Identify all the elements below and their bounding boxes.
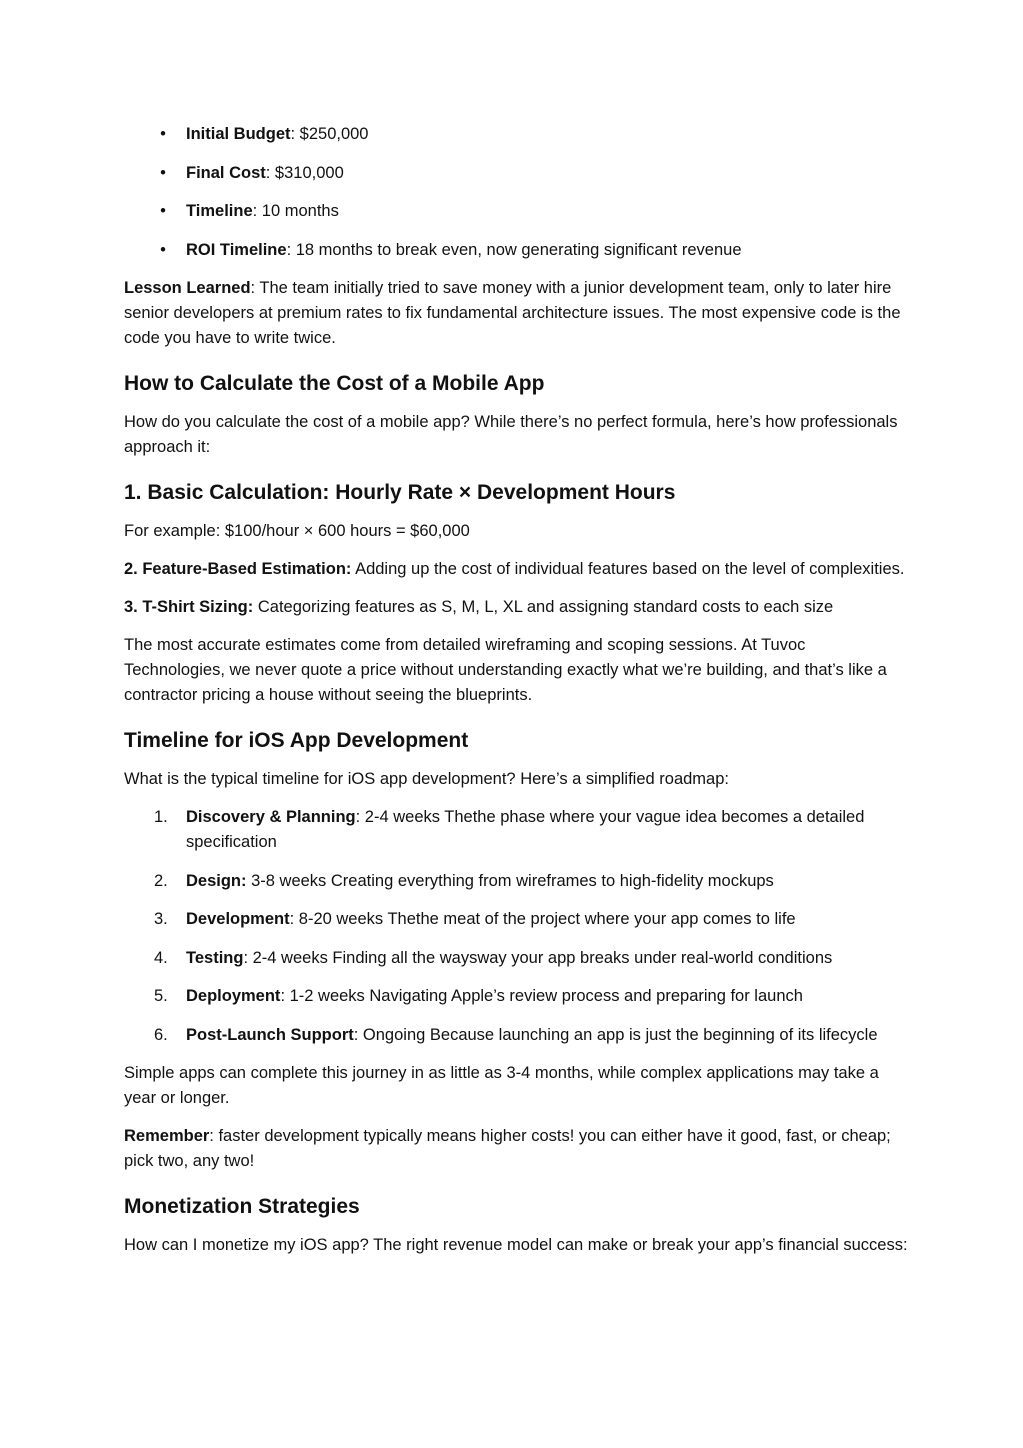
list-item [124,238,909,263]
step-number: 3. [154,910,168,928]
monetization-intro-paragraph: How can I monetize my iOS app? The right revenue model can make or break your app’s financial success: [124,1236,908,1254]
stat-value: : 10 months [252,202,339,220]
list-item [124,907,909,932]
case-study-stats-list [124,122,909,263]
feature-text: Adding up the cost of individual features based on the level of complexities. [351,560,905,578]
stat-value: : $250,000 [290,125,369,143]
step-text: : 2-4 weeks Thethe phase where your vague idea becomes a detailed specification [186,808,865,851]
step-label: Testing [186,948,244,967]
step-label: Post-Launch Support [186,1025,354,1044]
step-text: : 8-20 weeks Thethe meat of the project where your app comes to life [289,910,796,928]
simple-apps-paragraph: Simple apps can complete this journey in as little as 3-4 months, while complex applications may take a year or longer. [124,1064,879,1107]
step-label: Design: [186,871,247,890]
list-item [124,805,909,855]
list-item [124,869,909,894]
bullet-icon: • [160,202,166,220]
step-label: Development [186,910,290,928]
bullet-icon: • [160,240,166,259]
timeline-intro-paragraph: What is the typical timeline for iOS app development? Here’s a simplified roadmap: [124,770,729,788]
step-number: 2. [154,871,168,890]
timeline-section-heading: Timeline for iOS App Development [124,729,469,752]
remember-paragraph [124,1124,909,1174]
step-number: 5. [154,987,168,1005]
remember-text: : faster development typically means higher costs! you can either have it good, fast, or cheap; pick two, any two! [124,1127,891,1170]
lesson-learned-paragraph [124,276,909,351]
stat-value: : $310,000 [265,163,344,182]
step-number: 6. [154,1025,168,1044]
bullet-icon: • [160,163,166,182]
list-item [124,946,909,971]
step-text: : Ongoing Because launching an app is just the beginning of its lifecycle [353,1025,878,1044]
example-paragraph: For example: $100/hour × 600 hours = $60,000 [124,522,470,540]
basic-calculation-heading: 1. Basic Calculation: Hourly Rate × Development Hours [124,481,676,504]
lesson-label: Lesson Learned [124,279,251,297]
step-number: 1. [154,808,168,826]
list-item [124,161,909,186]
list-item [124,984,909,1009]
monetization-section-heading: Monetization Strategies [124,1195,360,1218]
stat-value: : 18 months to break even, now generating significant revenue [286,240,742,259]
step-number: 4. [154,948,168,967]
cost-intro-paragraph: How do you calculate the cost of a mobile app? While there’s no perfect formula, here’s how professionals approach it: [124,413,898,456]
list-item [124,199,909,224]
tshirt-label: 3. T-Shirt Sizing: [124,598,254,616]
stat-label: Initial Budget [186,125,291,143]
document-content [124,122,909,1271]
bullet-icon: • [160,125,166,143]
stat-label: Final Cost [186,163,266,182]
list-item [124,1023,909,1048]
remember-label: Remember [124,1127,210,1145]
step-text: : 2-4 weeks Finding all the waysway your app breaks under real-world conditions [243,948,833,967]
step-label: Discovery & Planning [186,808,356,826]
timeline-steps-list [124,805,909,1048]
step-text: 3-8 weeks Creating everything from wireframes to high-fidelity mockups [246,871,774,890]
lesson-text: : The team initially tried to save money with a junior development team, only to later hire senior developers at premium rates to fix fundamental architecture issues. The most expensive code is the code you have to write twice. [124,279,901,347]
list-item [124,122,909,147]
feature-estimation-paragraph [124,557,909,582]
cost-section-heading: How to Calculate the Cost of a Mobile App [124,372,545,395]
stat-label: Timeline [186,202,253,220]
feature-label: 2. Feature-Based Estimation: [124,560,352,578]
stat-label: ROI Timeline [186,240,287,259]
estimates-paragraph: The most accurate estimates come from detailed wireframing and scoping sessions. At Tuvoc Technologies, we never quote a price without understanding exactly what we’re building, and that’s like a contractor pricing a house without seeing the blueprints. [124,636,887,704]
tshirt-sizing-paragraph [124,595,909,620]
tshirt-text: Categorizing features as S, M, L, XL and assigning standard costs to each size [253,598,834,616]
step-label: Deployment [186,987,281,1005]
step-text: : 1-2 weeks Navigating Apple’s review process and preparing for launch [280,987,803,1005]
